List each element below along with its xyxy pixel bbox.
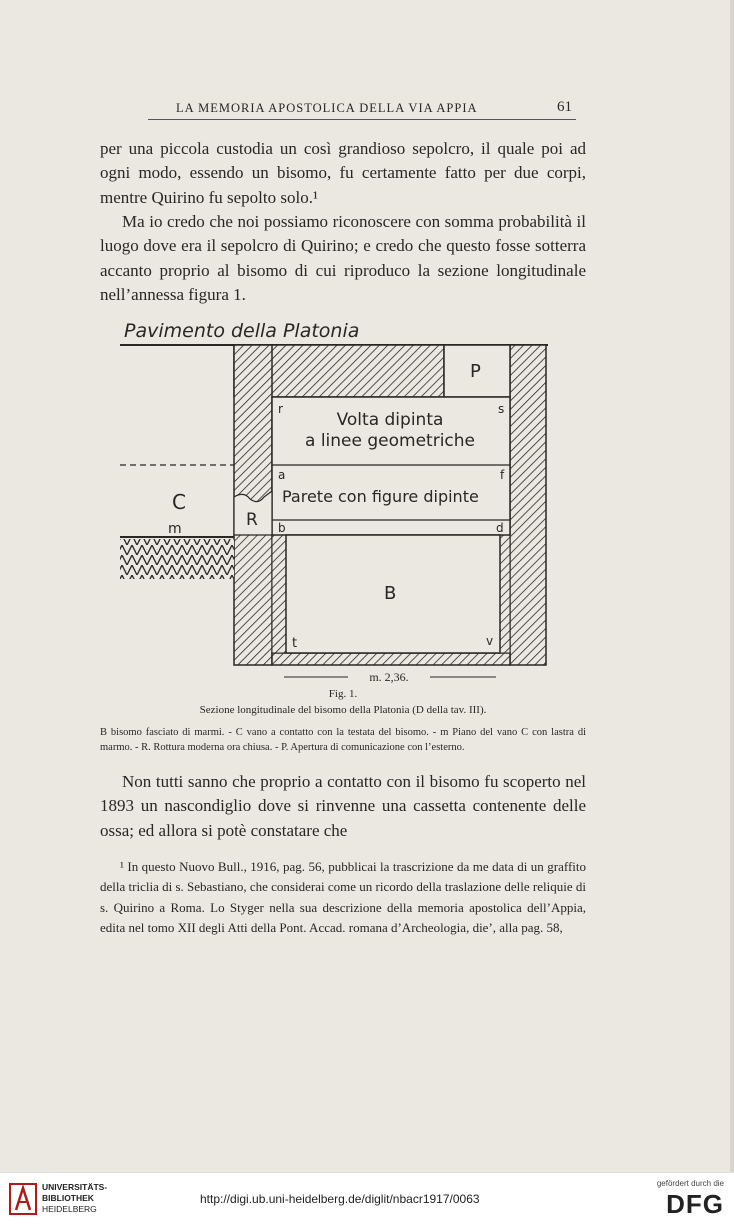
ground-fill: [120, 539, 234, 579]
library-line-1: UNIVERSITÄTS-: [42, 1182, 108, 1192]
paragraph-3-text: Non tutti sanno che proprio a contatto con il bisomo fu scoperto nel 1893 un nascondiglio dove si rinvenne una cassetta contenente delle ossa; ed allora si potè constatare che: [100, 772, 586, 840]
footnote: [100, 857, 586, 938]
figure-title: Pavimento della Platonia: [124, 320, 360, 342]
running-title: LA MEMORIA APOSTOLICA DELLA VIA APPIA: [176, 101, 478, 115]
paragraph-2-text: Ma io credo che noi possiamo riconoscere con somma probabilità il luogo dove era il sepolcro di Quirino; e credo che questo fosse sotterra accanto proprio al bisomo di cui riproduco la sezione longitudinale nell’annessa figura 1.: [100, 212, 586, 304]
vault-text-2: a linee geometriche: [305, 431, 475, 451]
wall-text: Parete con figure dipinte: [282, 487, 479, 506]
figure-1: [112, 315, 552, 687]
library-line-2: BIBLIOTHEK: [42, 1193, 94, 1203]
label-t: t: [292, 636, 298, 651]
header-rule: [148, 119, 576, 120]
university-library-logo-icon: [8, 1180, 38, 1218]
label-a: a: [278, 468, 286, 482]
paragraph-1: [100, 137, 586, 210]
label-b: b: [278, 521, 286, 535]
marble-lining-left: [272, 535, 286, 653]
label-r: r: [278, 402, 283, 416]
page-number: 61: [557, 99, 572, 115]
source-url-link[interactable]: http://digi.ub.uni-heidelberg.de/diglit/nbacr1917/0063: [200, 1192, 480, 1206]
paragraph-2: [100, 210, 586, 307]
vault-text-1: Volta dipinta: [336, 410, 444, 430]
dfg-logo: DFG: [666, 1189, 724, 1219]
masonry-bottom: [272, 653, 510, 665]
page-edge: [730, 0, 734, 1172]
figure-caption-text: Sezione longitudinale del bisomo della Platonia (D della tav. III).: [199, 704, 487, 716]
label-B: B: [384, 583, 397, 604]
figure-number: Fig. 1.: [328, 688, 358, 700]
label-f: f: [500, 468, 505, 482]
digitization-footer: [0, 1172, 734, 1225]
label-v: v: [486, 634, 494, 648]
library-line-3: HEIDELBERG: [42, 1204, 97, 1214]
scale-label: m. 2,36.: [369, 670, 409, 684]
label-m: m: [168, 521, 182, 537]
paragraph-3: [100, 770, 586, 843]
label-C: C: [172, 490, 186, 514]
paragraph-1-text: per una piccola custodia un così grandioso sepolcro, il quale poi ad ogni modo, essendo un bisomo, fu certamente fatto per due corpi, mentre Quirino fu sepolto solo.¹: [100, 139, 586, 207]
footnote-text: ¹ In questo Nuovo Bull., 1916, pag. 56, pubblicai la trascrizione da me data di un graffito della triclia di s. Sebastiano, che considerai come un ricordo della traslazione delle reliquie di s. Quirino a Roma. Lo Styger nella sua descrizione della memoria apostolica dell’Appia, edita nel tomo XII degli Atti della Pont. Accad. romana d’Archeologia, die’, alla pag. 58,: [100, 859, 586, 935]
library-name: [42, 1182, 107, 1215]
funding-note: gefördert durch die: [656, 1179, 724, 1188]
figure-legend: B bisomo fasciato di marmi. - C vano a contatto con la testata del bisomo. - m Piano del vano C con lastra di marmo. - R. Rottura moderna ora chiusa. - P. Apertura di comunicazione con l’esterno.: [100, 727, 586, 753]
figure-caption: [100, 686, 586, 718]
label-P: P: [470, 361, 481, 382]
section-drawing: [112, 315, 552, 687]
label-R: R: [246, 510, 258, 530]
marble-lining-right: [500, 535, 510, 653]
masonry-right: [510, 345, 546, 665]
running-header: [148, 99, 576, 121]
label-s: s: [498, 402, 505, 416]
label-d: d: [496, 521, 504, 535]
